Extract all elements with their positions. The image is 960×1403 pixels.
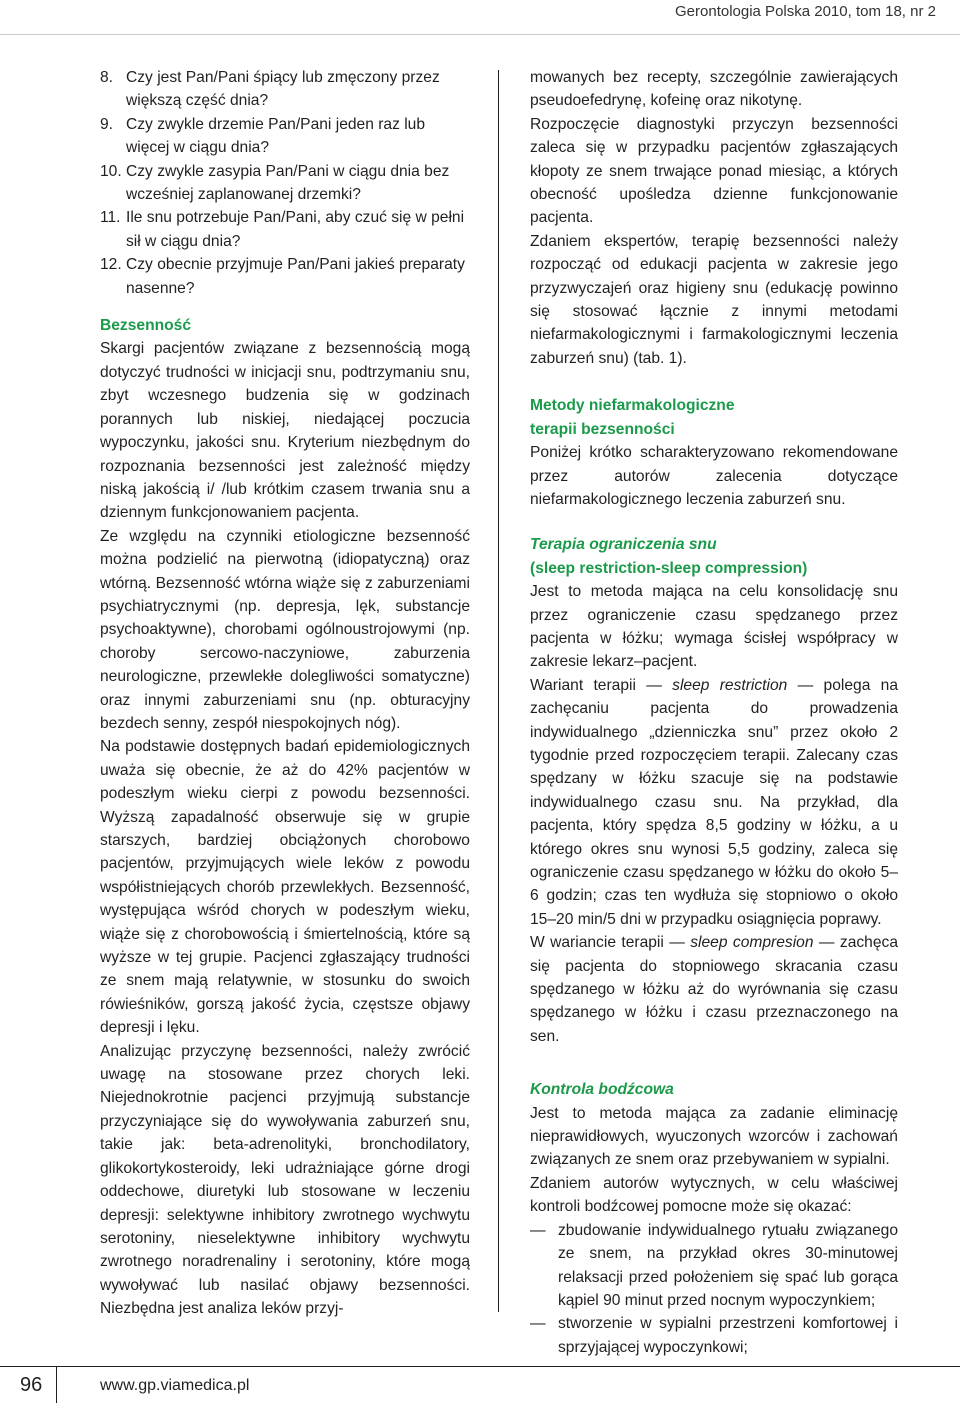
bullet-list [530,1219,898,1359]
question-number: 8. [100,69,114,86]
list-item [100,253,470,300]
footer-rule [0,1366,960,1367]
paragraph: Rozpoczęcie diagnostyki przyczyn bezsenności zaleca się w przypadku pacjentów zgłaszających kłopoty ze snem trwające ponad miesiąc, a których obecność upośledza dzienne funkcjonowanie pacjenta. [530,115,898,227]
list-item [100,66,470,113]
right-column [530,66,898,1359]
section-heading-bezsennosc: Bezsenność [100,317,191,335]
paragraph: Jest to metoda mająca na celu konsolidację snu przez ograniczenie czasu spędzanego przez pacjenta w łóżku; wymaga ścisłej współpracy w zakresie lekarz–pacjent. [530,583,898,671]
list-item-text: zbudowanie indywidualnego rytuału związanego ze snem, na przykład okres 30-minutowej relaksacji przed położeniem się spać lub gorąca kąpiel 90 minut przed nocnym wypoczynkiem; [558,1221,898,1309]
page-footer [0,1366,960,1403]
paragraph [530,674,898,931]
italic-term: sleep compresion [690,934,814,952]
column-divider [498,70,499,1312]
text-run: — zachęca się pacjenta do stopniowego skracania czasu spędzanego w łóżku aż do wyrównania się czasu spędzanego w łóżku i czasu przeznaczonego na sen. [530,934,898,1045]
paragraph: Jest to metoda mająca za zadanie eliminację nieprawidłowych, wyuczonych wzorców i zachowań związanych ze snem oraz przebywaniem w sypialni. [530,1104,898,1169]
paragraph: Zdaniem ekspertów, terapię bezsenności należy rozpocząć od edukacji pacjenta w zakresie jego przyzwyczajeń oraz higieny snu (edukację powinno się stosować łącznie z innymi metodami niefarmakologicznymi i farmakologicznymi leczenia zaburzeń snu) (tab. 1). [530,232,898,367]
question-text: Czy zwykle drzemie Pan/Pani jeden raz lub więcej w ciągu dnia? [126,115,426,157]
subheading-stimulus-control: Kontrola bodźcowa [530,1081,674,1099]
list-item [100,206,470,253]
list-item [100,113,470,160]
journal-url: www.gp.viamedica.pl [100,1377,250,1394]
left-column [100,66,470,1321]
paragraph: Ze względu na czynniki etiologiczne bezsenność można podzielić na pierwotną (idiopatyczną) oraz wtórną. Bezsenność wtórna wiąże się z zaburzeniami psychiatrycznymi (np. depresja, lęk, substancje psychoaktywne), chorobami ogólnoustrojowymi (np. choroby sercowo-naczyniowe, zaburzenia neurologiczne, przewlekłe dolegliwości somatyczne) oraz innymi zaburzeniami snu (np. obturacyjny bezdech senny, zespół niespokojnych nóg). [100,527,470,732]
text-run: — polega na zachęcaniu pacjenta do prowadzenia indywidualnego „dzienniczka snu” przez około 2 tygodnie przed rozpoczęciem terapii. Zalecany czas spędzany w łóżku szacuje się na podstawie indywidualnego czasu snu. Na przykład, dla pacjenta, który spędza 8,5 godziny w łóżku, a u którego okres snu wynosi 5,5 godziny, zaleca się ograniczenie czasu spędzanego w łóżku do około 5–6 godzin; czas ten wydłuża się stopniowo o około 15–20 min/5 dni w przypadku osiągnięcia poprawy. [530,676,899,928]
question-text: Czy jest Pan/Pani śpiący lub zmęczony przez większą część dnia? [126,69,440,110]
dash-marker: — [530,1315,546,1333]
subheading-sleep-restriction: Terapia ograniczenia snu [530,536,717,554]
question-text: Czy obecnie przyjmuje Pan/Pani jakieś preparaty nasenne? [126,256,465,297]
paragraph: mowanych bez recepty, szczególnie zawierających pseudoefedrynę, kofeinę oraz nikotynę. [530,69,898,110]
paragraph [530,931,898,1048]
footer-divider [56,1366,57,1403]
question-number: 10. [100,162,122,180]
header-rule [0,34,960,35]
paragraph: Na podstawie dostępnych badań epidemiologicznych uważa się obecnie, że aż do 42% pacjentów w podeszłym wieku cierpi z powodu bezsenności. Wyższą zapadalność obserwuje się w grupie starszych, bardziej obciążonych chorobowo pacjentów, przyjmujących wiele leków z powodu współistniejących chorób przewlekłych. Bezsenność, występująca wśród chorych w podeszłym wieku, wiąże się z chorobowością i śmiertelnością, które są wyższe w tej grupie. Pacjenci zgłaszający trudności ze snem mają relatywnie, w stosunku do swoich rówieśników, gorszą jakość życia, częstsze objawy depresji i lęku. [100,738,470,1037]
section-heading-line: Metody niefarmakologiczne [530,397,735,415]
subheading-sleep-restriction-english: (sleep restriction-sleep compression) [530,559,808,577]
paragraph: Analizując przyczynę bezsenności, należy zwrócić uwagę na stosowane przez chorych leki. Niejednokrotnie pacjenci przyjmują substancje przyczyniające się do wywoływania zaburzeń snu, takie jak: beta-adrenolityki, bronchodilatory, glikokortykosteroidy, leki udrażniające górne drogi oddechowe, diuretyki lub stosowane w leczeniu depresji: selektywne inhibitory zwrotnego wychwytu serotoniny, nieselektywne inhibitory wychwytu zwrotnego noradrenaliny i serotoniny, które mogą wywoływać lub nasilać objawy bezsenności. Niezbędna jest analiza leków przyj- [100,1042,470,1318]
question-number: 12. [100,256,122,274]
page-number: 96 [20,1374,43,1396]
paragraph: Skargi pacjentów związane z bezsennością mogą dotyczyć trudności w inicjacji snu, podtrzymaniu snu, zbyt wczesnego budzenia się w godzinach porannych lub niskiej, niedającej poczucia wypoczynku, jakości snu. Kryterium niezbędnym do rozpoznania bezsenności jest zależność między niską jakością i/ /lub krótkim czasem trwania snu a dziennym funkcjonowaniem pacjenta. [100,340,470,522]
list-item-text: stworzenie w sypialni przestrzeni komfortowej i sprzyjającej wypoczynkowi; [558,1315,898,1356]
italic-term: sleep restriction [672,676,788,694]
question-list [100,66,470,300]
section-heading-line: terapii bezsenności [530,420,675,438]
journal-title: Gerontologia Polska 2010, tom 18, nr 2 [675,3,936,20]
list-item [530,1219,898,1313]
question-number: 9. [100,115,114,133]
dash-marker: — [530,1221,546,1239]
section-heading-methods [530,394,898,441]
text-run: W wariancie terapii — [530,934,691,952]
question-text: Ile snu potrzebuje Pan/Pani, aby czuć się w pełni sił w ciągu dnia? [126,209,465,250]
paragraph: Zdaniem autorów wytycznych, w celu właściwej kontroli bodźcowej pomocne może się okazać: [530,1174,898,1216]
list-item [530,1312,898,1359]
question-text: Czy zwykle zasypia Pan/Pani w ciągu dnia bez wcześniej zaplanowanej drzemki? [126,162,450,204]
question-number: 11. [100,209,121,227]
paragraph: Poniżej krótko scharakteryzowano rekomendowane przez autorów zalecenia dotyczące niefarmakologicznego leczenia zaburzeń snu. [530,444,898,508]
list-item [100,160,470,207]
text-run: Wariant terapii — [530,676,673,694]
journal-header [0,0,960,36]
